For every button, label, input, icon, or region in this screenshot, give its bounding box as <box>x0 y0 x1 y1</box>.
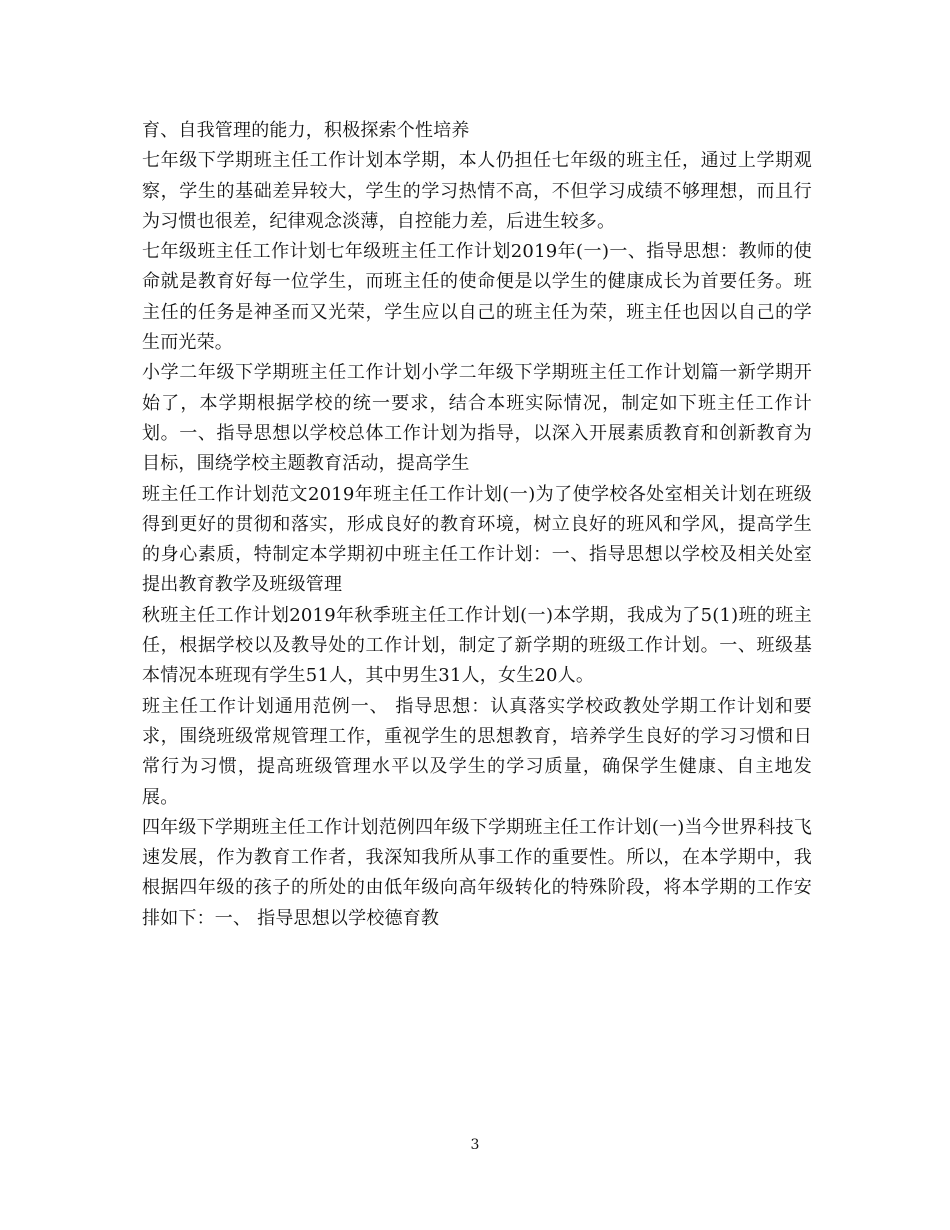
paragraph: 育、自我管理的能力，积极探索个性培养 <box>142 120 470 141</box>
paragraph: 班主任工作计划通用范例一、 指导思想：认真落实学校政教处学期工作计划和要求，围绕班级常规管理工作，重视学生的思想教育，培养学生良好的学习习惯和日常行为习惯，提高班级管理水平以及学生的学习质量，确保学生健康、自主地发展。 <box>142 695 812 808</box>
document-body <box>142 116 812 934</box>
paragraph: 小学二年级下学期班主任工作计划小学二年级下学期班主任工作计划篇一新学期开始了，本学期根据学校的统一要求，结合本班实际情况，制定如下班主任工作计划。一、指导思想以学校总体工作计划为指导，以深入开展素质教育和创新教育为目标，围绕学校主题教育活动，提高学生 <box>142 362 812 475</box>
paragraph: 四年级下学期班主任工作计划范例四年级下学期班主任工作计划(一)当今世界科技飞速发展，作为教育工作者，我深知我所从事工作的重要性。所以，在本学期中，我根据四年级的孩子的所处的由低年级向高年级转化的特殊阶段，将本学期的工作安排如下：一、 指导思想以学校德育教 <box>142 816 812 929</box>
paragraph: 七年级班主任工作计划七年级班主任工作计划2019年(一)一、指导思想：教师的使命就是教育好每一位学生，而班主任的使命便是以学生的健康成长为首要任务。班主任的任务是神圣而又光荣，学生应以自己的班主任为荣，班主任也因以自己的学生而光荣。 <box>142 241 812 354</box>
paragraph: 秋班主任工作计划2019年秋季班主任工作计划(一)本学期，我成为了5(1)班的班主任，根据学校以及教导处的工作计划，制定了新学期的班级工作计划。一、班级基本情况本班现有学生51人，其中男生31人，女生20人。 <box>142 604 812 687</box>
paragraph: 七年级下学期班主任工作计划本学期，本人仍担任七年级的班主任，通过上学期观察，学生的基础差异较大，学生的学习热情不高，不但学习成绩不够理想，而且行为习惯也很差，纪律观念淡薄，自控能力差，后进生较多。 <box>142 150 812 232</box>
paragraph: 班主任工作计划范文2019年班主任工作计划(一)为了使学校各处室相关计划在班级得到更好的贯彻和落实，形成良好的教育环境，树立良好的班风和学风，提高学生的身心素质，特制定本学期初中班主任工作计划：一、指导思想以学校及相关处室提出教育教学及班级管理 <box>142 483 812 596</box>
page-number: 3 <box>470 1137 480 1153</box>
